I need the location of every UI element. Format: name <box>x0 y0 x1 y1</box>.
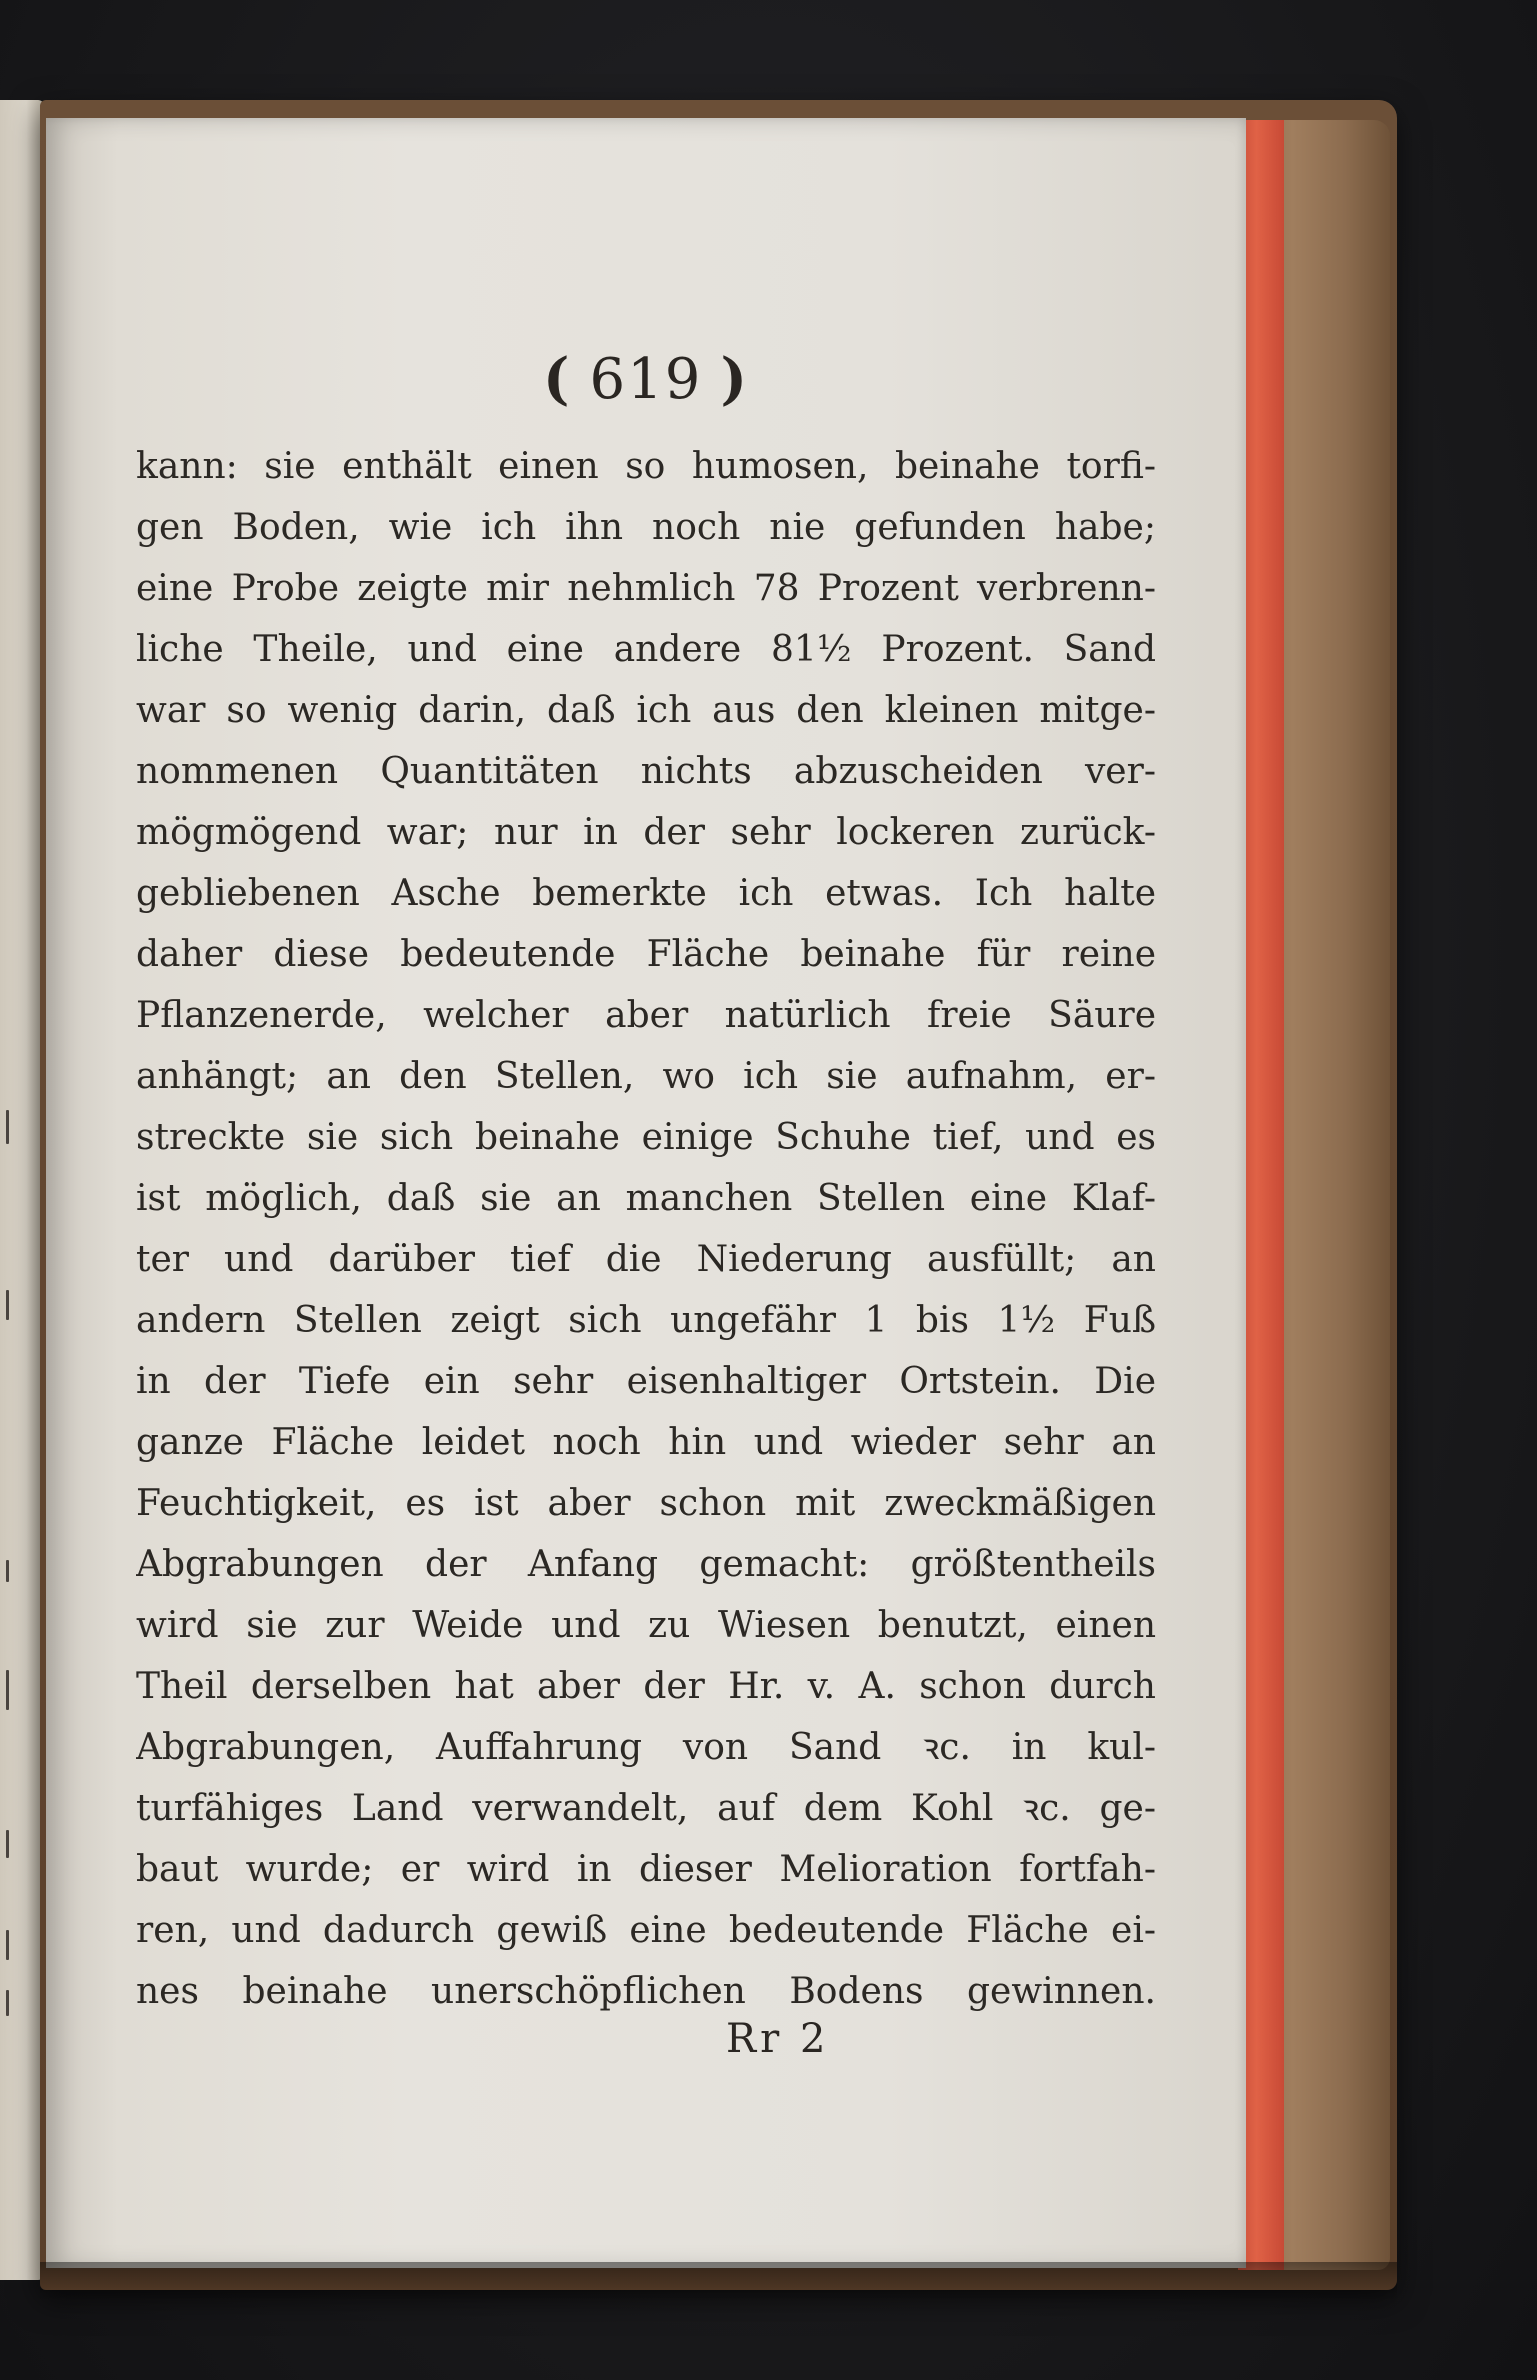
text-line: Abgrabungen der Anfang gemacht: größtentheils <box>136 1544 1156 1585</box>
text-line: ganze Fläche leidet noch hin und wieder sehr an <box>136 1422 1156 1463</box>
text-line: ter und darüber tief die Niederung ausfüllt; an <box>136 1239 1156 1280</box>
gutter-mark <box>6 1830 9 1858</box>
text-line: gebliebenen Asche bemerkte ich etwas. Ich halte <box>136 873 1156 914</box>
gutter-mark <box>6 1290 9 1320</box>
page-number: 619 <box>589 347 703 412</box>
gutter-mark <box>6 1990 9 2016</box>
text-line: eine Probe zeigte mir nehmlich 78 Prozent verbrenn- <box>136 568 1156 609</box>
signature-mark: Rr 2 <box>726 2016 830 2062</box>
text-line: baut wurde; er wird in dieser Melioration fortfah- <box>136 1849 1156 1890</box>
previous-page-edge <box>0 100 44 2280</box>
text-line: streckte sie sich beinahe einige Schuhe tief, und es <box>136 1117 1156 1158</box>
text-line: andern Stellen zeigt sich ungefähr 1 bis 1½ Fuß <box>136 1300 1156 1341</box>
book-page <box>46 118 1246 2268</box>
text-line: nes beinahe unerschöpflichen Bodens gewinnen. <box>136 1971 1156 2012</box>
text-line: in der Tiefe ein sehr eisenhaltiger Ortstein. Die <box>136 1361 1156 1402</box>
text-line: Feuchtigkeit, es ist aber schon mit zweckmäßigen <box>136 1483 1156 1524</box>
page-header <box>46 346 1246 412</box>
text-line: gen Boden, wie ich ihn noch nie gefunden habe; <box>136 507 1156 548</box>
text-line: turfähiges Land verwandelt, auf dem Kohl ꝛc. ge- <box>136 1788 1156 1829</box>
text-line: liche Theile, und eine andere 81½ Prozent. Sand <box>136 629 1156 670</box>
gutter-mark <box>6 1110 9 1144</box>
gutter-mark <box>6 1670 9 1710</box>
text-line: kann: sie enthält einen so humosen, beinahe torfi- <box>136 446 1156 487</box>
header-open-paren: ( <box>543 346 572 412</box>
header-close-paren: ) <box>720 346 749 412</box>
text-line: war so wenig darin, daß ich aus den kleinen mitge- <box>136 690 1156 731</box>
text-line: daher diese bedeutende Fläche beinahe für reine <box>136 934 1156 975</box>
text-line: Pflanzenerde, welcher aber natürlich freie Säure <box>136 995 1156 1036</box>
gutter-mark <box>6 1930 9 1960</box>
body-text <box>136 436 1156 2022</box>
text-line: nommenen Quantitäten nichts abzuscheiden ver- <box>136 751 1156 792</box>
text-line: anhängt; an den Stellen, wo ich sie aufnahm, er- <box>136 1056 1156 1097</box>
text-line: ren, und dadurch gewiß eine bedeutende Fläche ei- <box>136 1910 1156 1951</box>
bottom-shadow <box>40 2262 1397 2302</box>
text-line: Theil derselben hat aber der Hr. v. A. schon durch <box>136 1666 1156 1707</box>
text-line: ist möglich, daß sie an manchen Stellen eine Klaf- <box>136 1178 1156 1219</box>
text-line: wird sie zur Weide und zu Wiesen benutzt, einen <box>136 1605 1156 1646</box>
gutter-mark <box>6 1560 9 1582</box>
text-line: Abgrabungen, Auffahrung von Sand ꝛc. in kul- <box>136 1727 1156 1768</box>
text-line: mögmögend war; nur in der sehr lockeren zurück- <box>136 812 1156 853</box>
